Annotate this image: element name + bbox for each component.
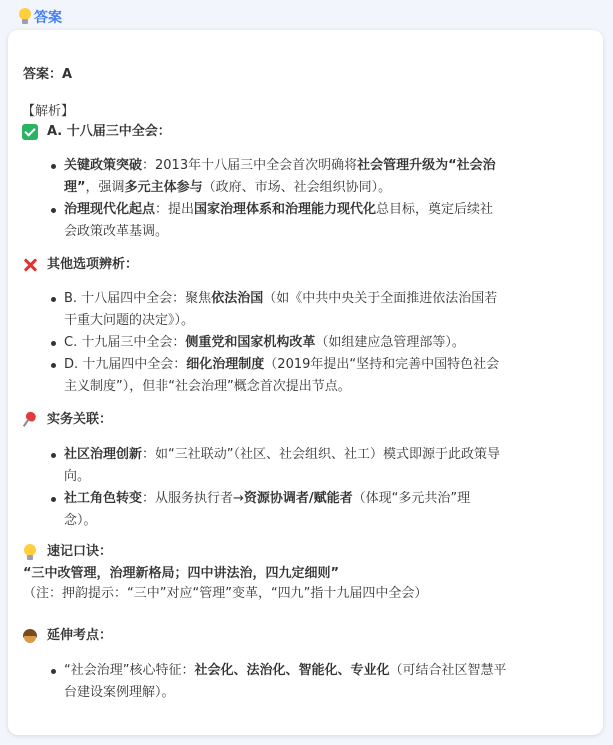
- section-practice: [22, 410, 587, 430]
- list-item: D. 十九届四中全会：细化治理制度（2019年提出“坚持和完善中国特色社会 主义制度”），但非“社会治理”概念首次提出节点。: [64, 354, 587, 398]
- list-item: 治理现代化起点：提出国家治理体系和治理能力现代化总目标，奠定后续社 会政策改革基调。: [64, 199, 587, 243]
- analysis-label: 【解析】: [22, 104, 75, 119]
- section-memo: [22, 542, 587, 562]
- section-other-list: [22, 288, 587, 398]
- section-a: [22, 122, 587, 142]
- answer-card: [8, 30, 603, 735]
- section-other-title: 其他选项辨析：: [22, 255, 587, 275]
- pushpin-icon: [22, 412, 38, 428]
- list-item: “社会治理”核心特征：社会化、法治化、智能化、专业化（可结合社区智慧平 台建设案例理解）。: [64, 660, 587, 704]
- memo-note: （注：押韵提示：“三中”对应“管理”变革，“四九”指十九届四中全会）: [23, 586, 428, 601]
- cross-mark-icon: [22, 257, 38, 273]
- section-extend-list: [22, 660, 587, 704]
- section-other: [22, 255, 587, 275]
- list-item: 关键政策突破：2013年十八届三中全会首次明确将社会管理升级为“社会治 理”，强调多元主体参与（政府、市场、社会组织协同）。: [64, 155, 587, 199]
- section-memo-title: 速记口诀：: [22, 542, 587, 562]
- list-item: 社工角色转变：从服务执行者→资源协调者/赋能者（体现“多元共治”理 念）。: [64, 488, 587, 532]
- answer-header: [18, 7, 62, 27]
- chestnut-icon: [22, 628, 38, 644]
- memo-rhyme: “三中改管理，治理新格局；四中讲法治，四九定细则”: [23, 566, 340, 581]
- header-title: 答案: [34, 10, 62, 26]
- lightbulb-icon: [18, 8, 32, 26]
- lightbulb-icon: [22, 544, 38, 560]
- list-item: C. 十九届三中全会：侧重党和国家机构改革（如组建应急管理部等）。: [64, 332, 587, 354]
- section-practice-list: [22, 444, 587, 532]
- section-a-list: [22, 155, 587, 243]
- section-extend-title: 延伸考点：: [22, 626, 587, 646]
- check-mark-icon: [22, 124, 38, 140]
- list-item: B. 十八届四中全会：聚焦依法治国（如《中共中央关于全面推进依法治国若 干重大问题的决定》）。: [64, 288, 587, 332]
- section-practice-title: 实务关联：: [22, 410, 587, 430]
- list-item: 社区治理创新：如“三社联动”（社区、社会组织、社工）模式即源于此政策导 向。: [64, 444, 587, 488]
- section-extend: [22, 626, 587, 646]
- answer-line: 答案：A: [23, 67, 73, 82]
- section-a-title: A. 十八届三中全会：: [22, 122, 587, 142]
